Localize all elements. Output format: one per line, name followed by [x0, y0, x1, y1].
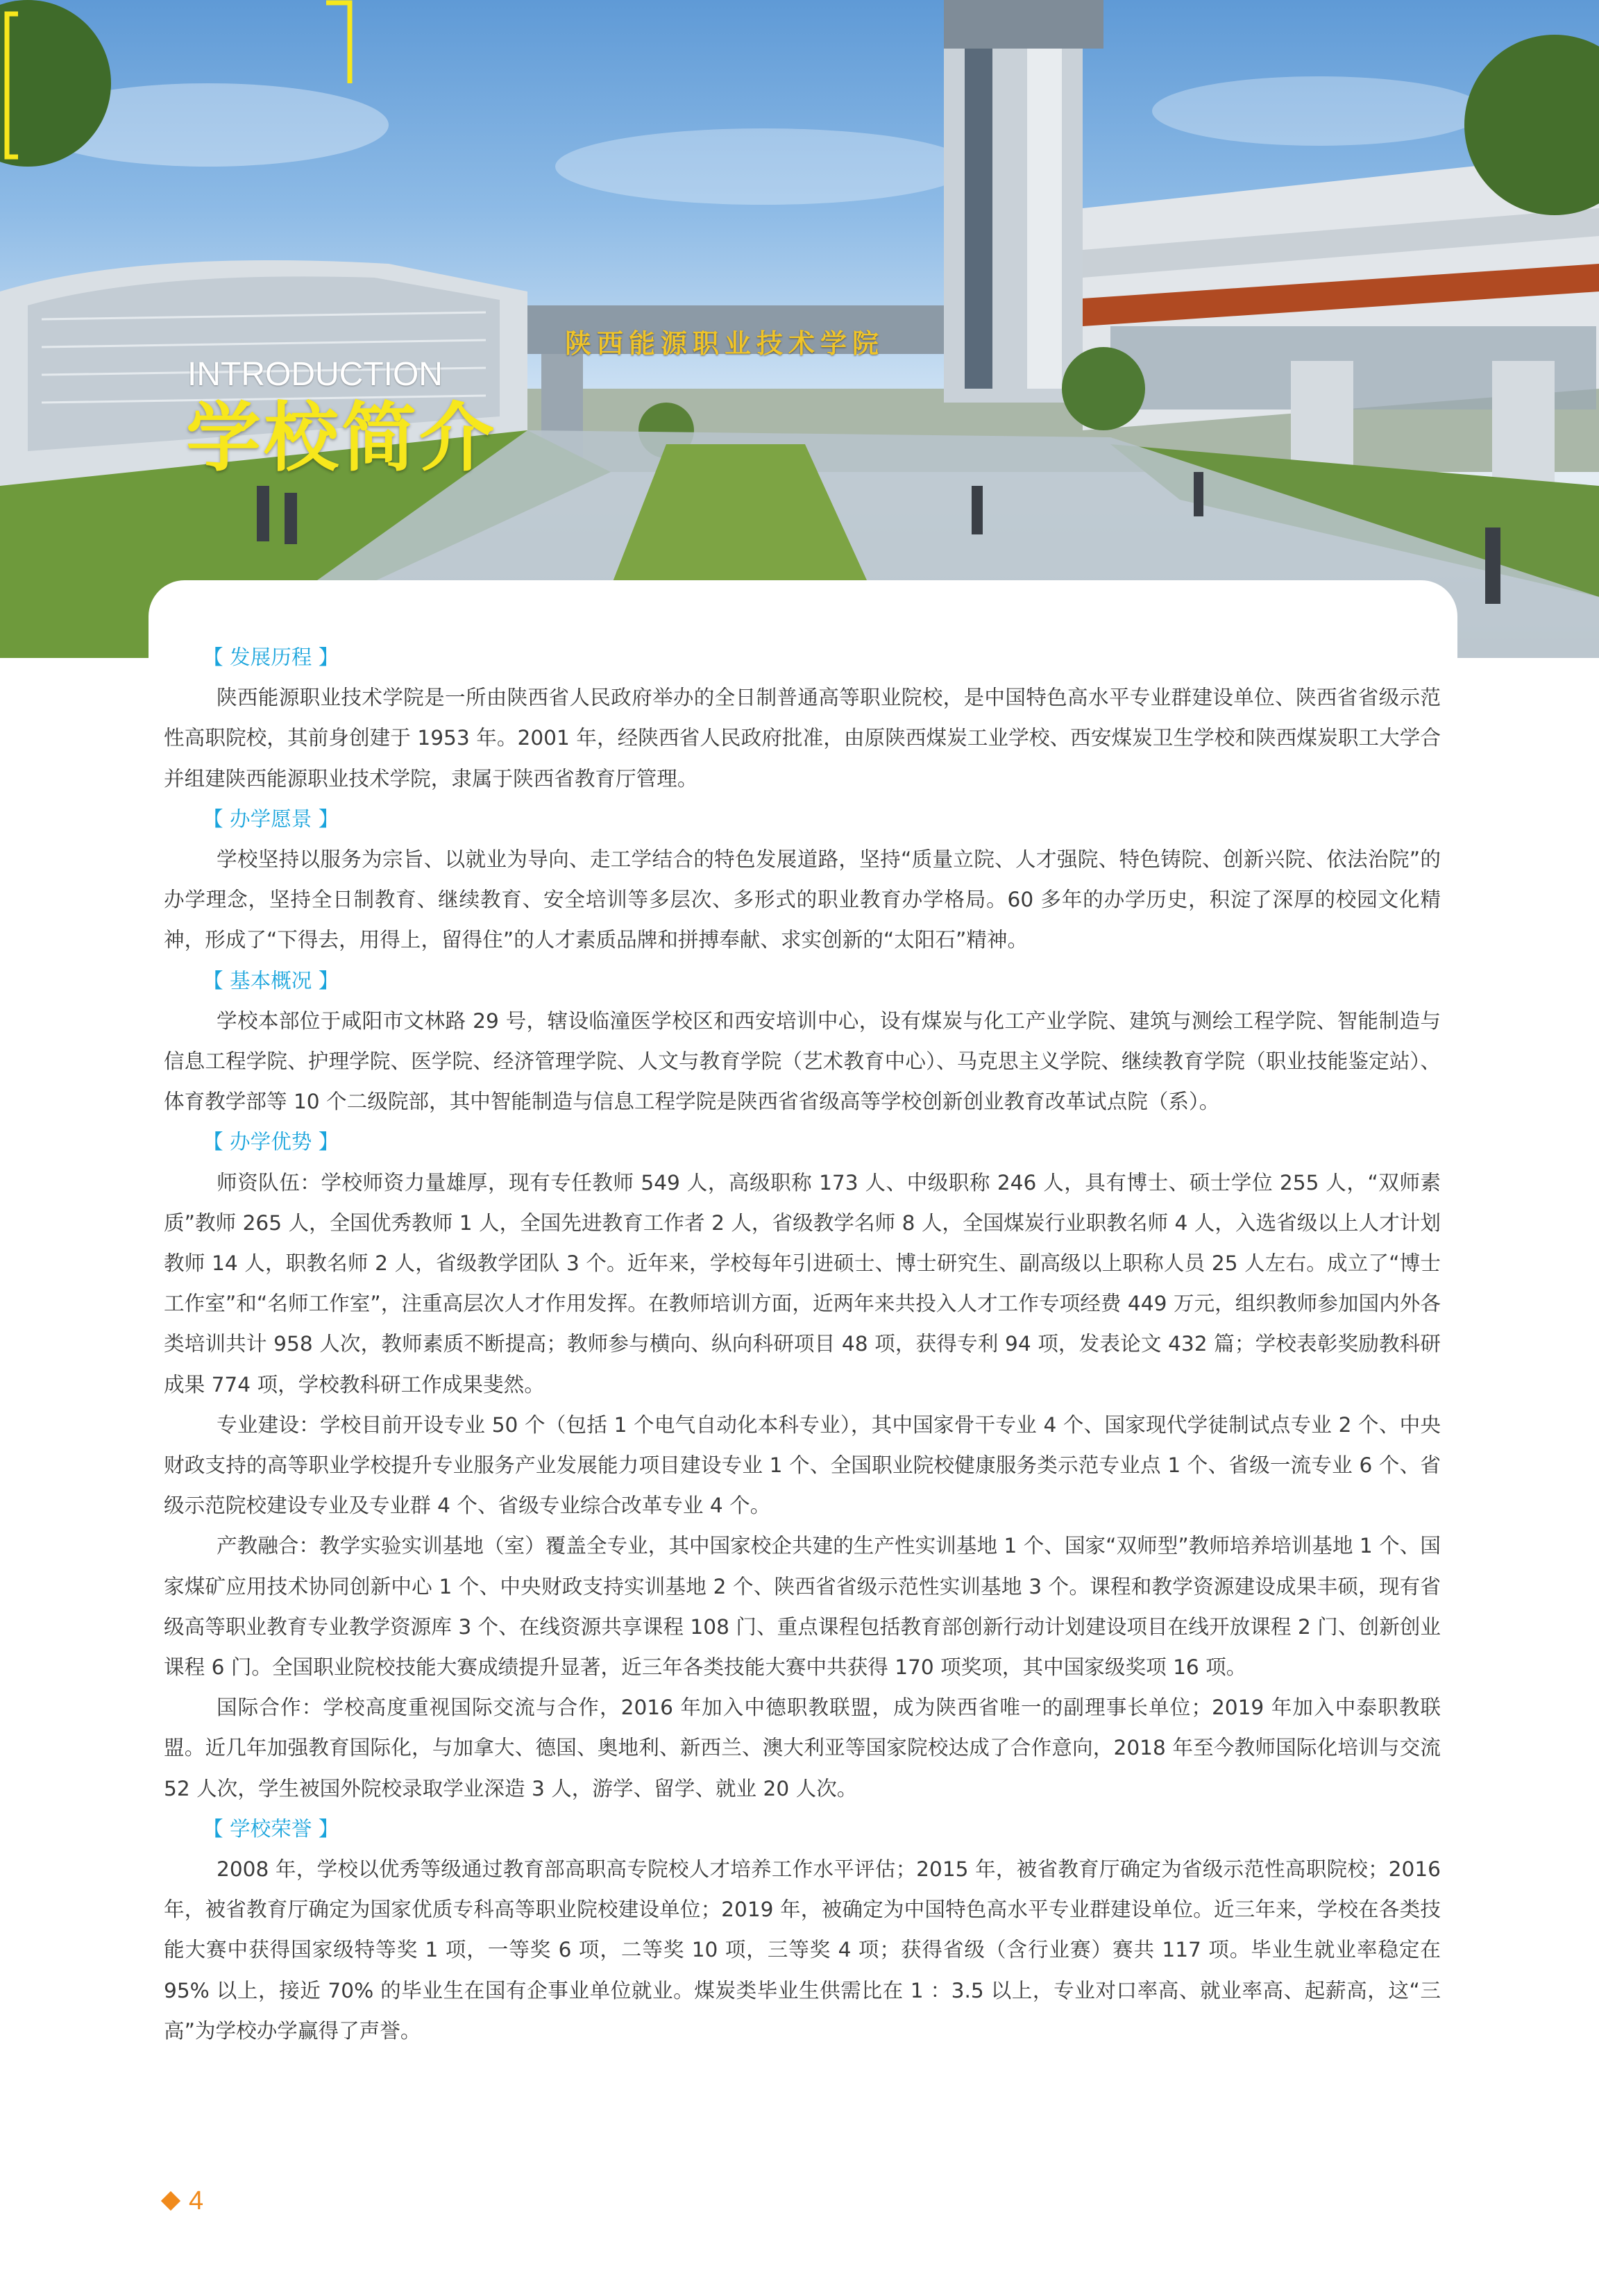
page-number-text: 4	[189, 2186, 204, 2215]
section-heading: 【 基本概况 】	[203, 968, 339, 993]
paragraph-majors: 专业建设：学校目前开设专业 50 个（包括 1 个电气自动化本科专业），其中国家骨干专业 4 个、国家现代学徒制试点专业 2 个、中央财政支持的高等职业学校提升专业服务产业发展能力项目建设专业 1 个、全国职业院校健康服务类示范专业点 1 个、省级一流专业 6 个、省级示范院校建设专业及专业群 4 个、省级专业综合改革专业 4 个。	[164, 1412, 1441, 1518]
page-title: 学校简介	[186, 395, 498, 482]
page-number	[164, 2184, 203, 2218]
hero-banner	[0, 0, 1599, 658]
paragraph-industry: 产教融合：教学实验实训基地（室）覆盖全专业，其中国家校企共建的生产性实训基地 1 个、国家“双师型”教师培养培训基地 1 个、国家煤矿应用技术协同创新中心 1 个、中央财政支持实训基地 2 个、陕西省省级示范性实训基地 3 个。课程和教学资源建设成果丰硕，现有省级高等职业教育专业教学资源库 3 个、在线资源共享课程 108 门、重点课程包括教育部创新行动计划建设项目在线开放课程 2 门、创新创业课程 6 门。全国职业院校技能大赛成绩提升显著，近三年各类技能大赛中共获得 170 项奖项，其中国家级奖项 16 项。	[164, 1534, 1441, 1680]
paragraph: 学校坚持以服务为宗旨、以就业为导向、走工学结合的特色发展道路，坚持“质量立院、人才强院、特色铸院、创新兴院、依法治院”的办学理念，坚持全日制教育、继续教育、安全培训等多层次、多形式的职业教育办学格局。60 多年的办学历史，积淀了深厚的校园文化精神，形成了“下得去，用得上，留得住”的人才素质品牌和拼搏奉献、求实创新的“太阳石”精神。	[164, 847, 1441, 952]
section-history	[164, 637, 1441, 799]
section-heading: 【 办学愿景 】	[203, 807, 339, 831]
paragraph: 陕西能源职业技术学院是一所由陕西省人民政府举办的全日制普通高等职业院校，是中国特色高水平专业群建设单位、陕西省省级示范性高职院校，其前身创建于 1953 年。2001 年，经陕西省人民政府批准，由原陕西煤炭工业学校、西安煤炭卫生学校和陕西煤炭职工大学合并组建陕西能源职业技术学院，隶属于陕西省教育厅管理。	[164, 686, 1441, 791]
gate-sign-text: 陕西能源职业技术学院	[565, 328, 885, 359]
section-overview	[164, 961, 1441, 1122]
section-heading: 【 办学优势 】	[203, 1130, 339, 1154]
title-english: INTRODUCTION	[187, 356, 443, 393]
paragraph: 学校本部位于咸阳市文林路 29 号，辖设临潼医学校区和西安培训中心，设有煤炭与化工产业学院、建筑与测绘工程学院、智能制造与信息工程学院、护理学院、医学院、经济管理学院、人文与教育学院（艺术教育中心）、马克思主义学院、继续教育学院（职业技能鉴定站）、体育教学部等 10 个二级院部，其中智能制造与信息工程学院是陕西省省级高等学校创新创业教育改革试点院（系）。	[164, 1008, 1441, 1114]
paragraph-faculty: 师资队伍：学校师资力量雄厚，现有专任教师 549 人，高级职称 173 人、中级职称 246 人，具有博士、硕士学位 255 人，“双师素质”教师 265 人，全国优秀教师 1 人，全国先进教育工作者 2 人，省级教学名师 8 人，全国煤炭行业职教名师 4 人，入选省级以上人才计划教师 14 人，职教名师 2 人，省级教学团队 3 个。近年来，学校每年引进硕士、博士研究生、副高级以上职称人员 25 人左右。成立了“博士工作室”和“名师工作室”，注重高层次人才作用发挥。在教师培训方面，近两年来共投入人才工作专项经费 449 万元，组织教师参加国内外各类培训共计 958 人次，教师素质不断提高；教师参与横向、纵向科研项目 48 项，获得专利 94 项，发表论文 432 篇；学校表彰奖励教科研成果 774 项，学校教科研工作成果斐然。	[164, 1170, 1441, 1396]
section-vision	[164, 799, 1441, 961]
article-body	[164, 637, 1441, 2051]
paragraph: 2008 年，学校以优秀等级通过教育部高职高专院校人才培养工作水平评估；2015 年，被省教育厅确定为省级示范性高职院校；2016 年，被省教育厅确定为国家优质专科高等职业院校建设单位；2019 年，被确定为中国特色高水平专业群建设单位。近三年来，学校在各类技能大赛中获得国家级特等奖 1 项，一等奖 6 项，二等奖 10 项，三等奖 4 项；获得省级（含行业赛）赛共 117 项。毕业生就业率稳定在 95% 以上，接近 70% 的毕业生在国有企事业单位就业。煤炭类毕业生供需比在 1 ：3.5 以上，专业对口率高、就业率高、起薪高，这“三高”为学校办学赢得了声誉。	[164, 1857, 1441, 2043]
section-heading: 【 学校荣誉 】	[203, 1816, 339, 1841]
section-heading: 【 发展历程 】	[203, 645, 339, 669]
diamond-icon	[161, 2191, 180, 2211]
paragraph-international: 国际合作：学校高度重视国际交流与合作，2016 年加入中德职教联盟，成为陕西省唯一的副理事长单位；2019 年加入中泰职教联盟。近几年加强教育国际化，与加拿大、德国、奥地利、新西兰、澳大利亚等国家院校达成了合作意向，2018 年至今教师国际化培训与交流 52 人次，学生被国外院校录取学业深造 3 人，游学、留学、就业 20 人次。	[164, 1696, 1441, 1800]
title-badge-frame	[0, 0, 355, 160]
section-honors	[164, 1809, 1441, 2051]
section-advantages	[164, 1122, 1441, 1808]
